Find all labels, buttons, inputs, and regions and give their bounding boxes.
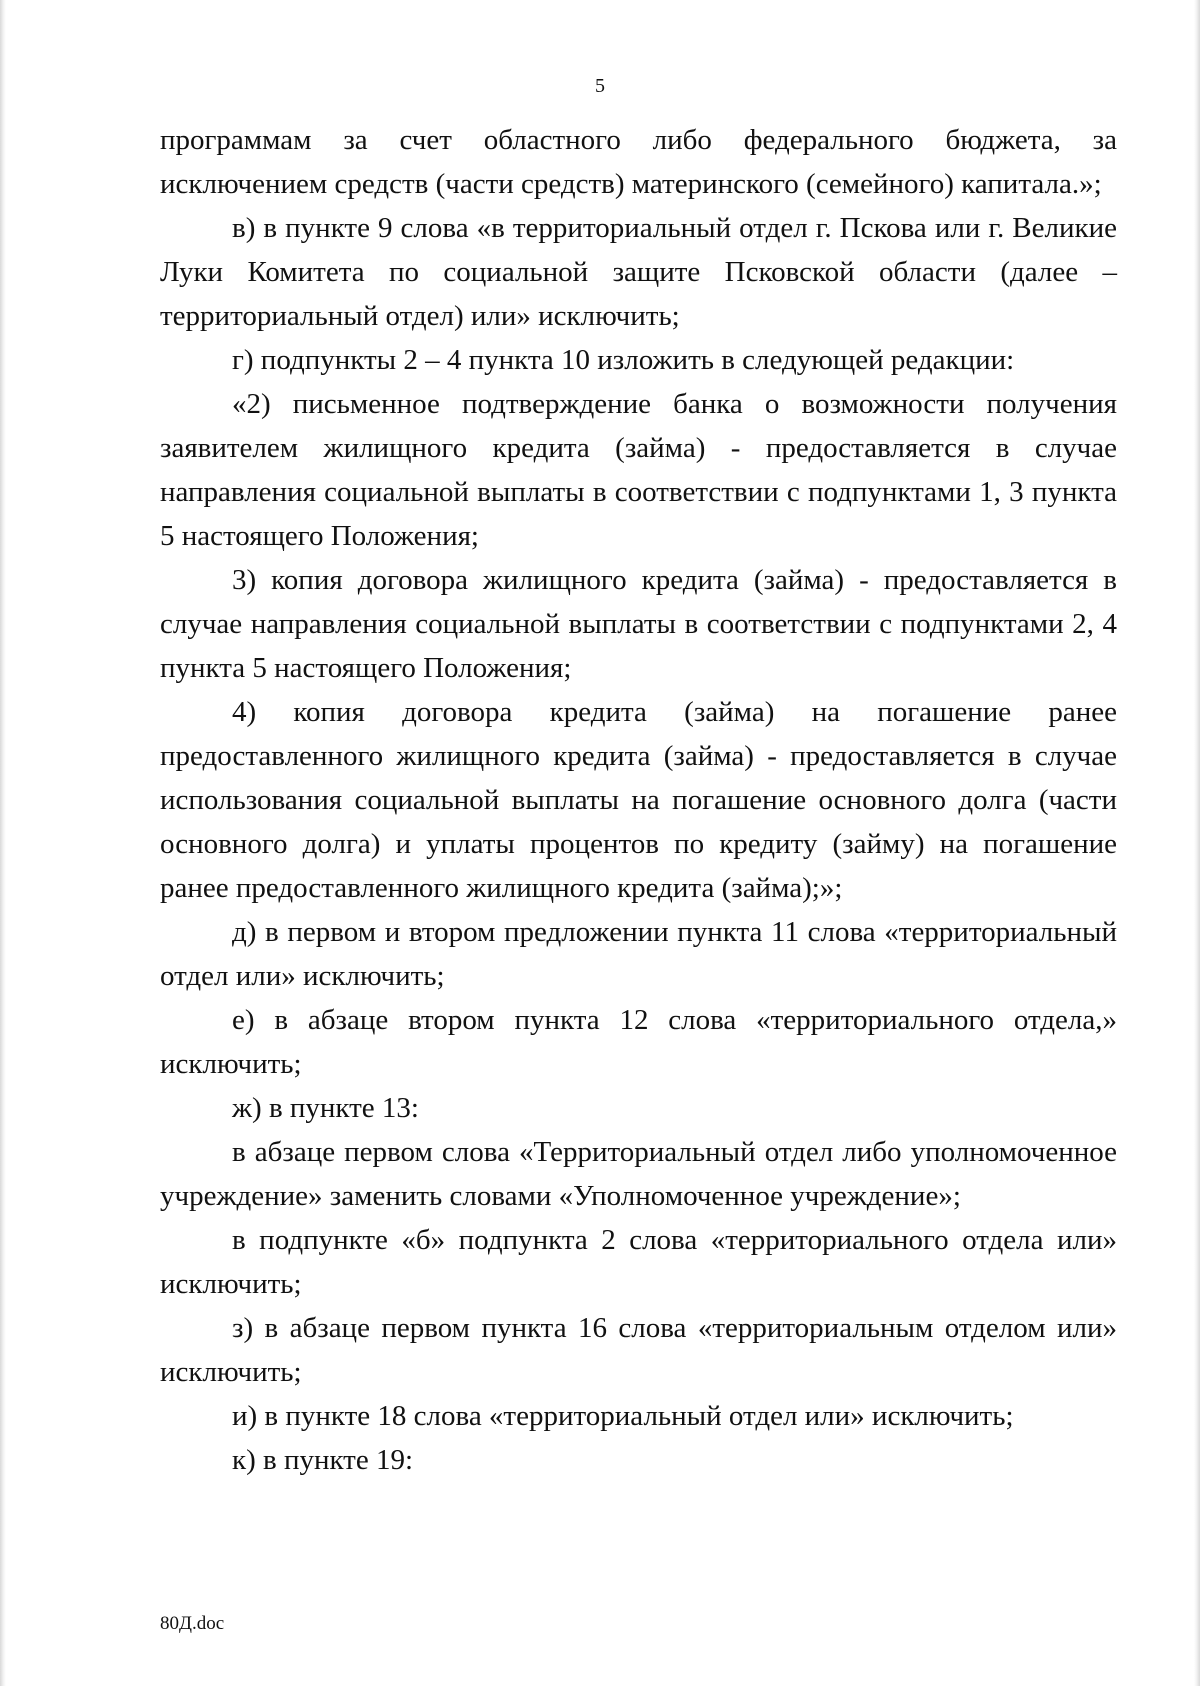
paragraph-item-i: и) в пункте 18 слова «территориальный отдел или» исключить; xyxy=(232,1400,1014,1432)
paragraph-zh-first-abzac: в абзаце первом слова «Территориальный отдел либо уполномоченное учреждение» заменить словами «Уполномоченное учреждение»; xyxy=(160,1136,1117,1212)
document-body xyxy=(160,118,1117,1482)
paragraph-subitem-4: 4) копия договора кредита (займа) на погашение ранее предоставленного жилищного кредита (займа) - предоставляется в случае использования социальной выплаты на погашение основного долга (части основного долга) и уплаты процентов по кредиту (займу) на погашение ранее предоставленного жилищного кредита (займа);»; xyxy=(160,696,1117,904)
scan-edge-left xyxy=(0,0,6,1686)
paragraph-item-g: г) подпункты 2 – 4 пункта 10 изложить в следующей редакции: xyxy=(232,344,1015,376)
paragraph-subitem-2: «2) письменное подтверждение банка о возможности получения заявителем жилищного кредита (займа) - предоставляется в случае направления социальной выплаты в соответствии с подпунктами 1, 3 пункта 5 настоящего Положения; xyxy=(160,388,1117,552)
paragraph-continuation: программам за счет областного либо федерального бюджета, за исключением средств (части средств) материнского (семейного) капитала.»; xyxy=(160,124,1117,200)
paragraph-zh-subitem-b: в подпункте «б» подпункта 2 слова «территориального отдела или» исключить; xyxy=(160,1224,1117,1300)
paragraph-item-d: д) в первом и втором предложении пункта 11 слова «территориальный отдел или» исключить; xyxy=(160,916,1117,992)
paragraph-item-k: к) в пункте 19: xyxy=(232,1444,414,1476)
paragraph-item-e: е) в абзаце втором пункта 12 слова «территориального отдела,» исключить; xyxy=(160,1004,1117,1080)
scan-edge-right xyxy=(1194,0,1200,1686)
footer-filename: 80Д.doc xyxy=(160,1613,225,1634)
page-number: 5 xyxy=(595,75,605,97)
paragraph-item-v: в) в пункте 9 слова «в территориальный отдел г. Пскова или г. Великие Луки Комитета по социальной защите Псковской области (далее – территориальный отдел) или» исключить; xyxy=(160,212,1117,332)
paragraph-item-zh: ж) в пункте 13: xyxy=(232,1092,419,1124)
paragraph-subitem-3: 3) копия договора жилищного кредита (займа) - предоставляется в случае направления социальной выплаты в соответствии с подпунктами 2, 4 пункта 5 настоящего Положения; xyxy=(160,564,1117,684)
paragraph-item-z: з) в абзаце первом пункта 16 слова «территориальным отделом или» исключить; xyxy=(160,1312,1117,1388)
